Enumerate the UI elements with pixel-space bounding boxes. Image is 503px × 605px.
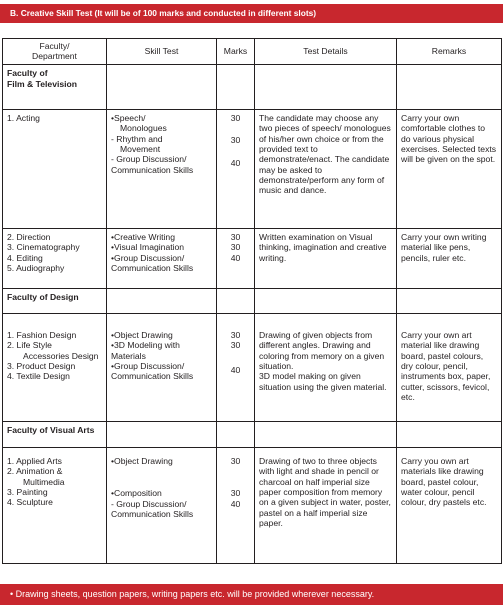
skill-item-cont: Communication Skills <box>111 508 194 519</box>
skill-item: • Group Discussion/ <box>111 361 212 371</box>
dept-acting: 1. Acting <box>7 113 40 123</box>
marks-value: 30 <box>230 113 241 123</box>
skill-item-cont: Communication Skills <box>111 262 194 273</box>
empty-cell <box>217 65 255 110</box>
col-header-marks: Marks <box>217 39 255 65</box>
skill-item: • Group Discussion/ <box>111 253 212 263</box>
skill-item: • Composition <box>111 488 212 498</box>
marks-cell-visual-arts <box>217 448 255 564</box>
remarks-cell-visual-arts: Carry you own art materials like drawing board, pastel colour, water colour, pencil colour, dry pastels etc. <box>397 448 502 564</box>
dept-item-cont: Multimedia <box>23 476 65 487</box>
col-header-remarks: Remarks <box>397 39 502 65</box>
footer-note: • Drawing sheets, question papers, writing papers etc. will be provided wherever necessary. <box>0 584 503 605</box>
section-label-film-line2: Film & Television <box>7 79 78 90</box>
dept-cell-design <box>3 314 107 422</box>
marks-value: 40 <box>230 252 241 263</box>
dept-item: 2. Animation & <box>7 466 63 477</box>
marks-value: 30 <box>230 456 241 466</box>
dept-item-cont: Accessories Design <box>23 350 99 361</box>
marks-value: 40 <box>230 498 241 509</box>
dept-cell-acting <box>3 110 107 229</box>
col-header-skill-test: Skill Test <box>107 39 217 65</box>
dept-item: 3. Painting <box>7 486 48 497</box>
dept-item: 4. Textile Design <box>7 371 70 382</box>
marks-cell-direction <box>217 229 255 289</box>
marks-value: 40 <box>230 157 241 168</box>
dept-item: 2. Direction <box>7 232 51 242</box>
skill-item-cont: Materials <box>111 350 146 361</box>
section-banner: B. Creative Skill Test (It will be of 100 marks and conducted in different slots) <box>0 4 503 23</box>
empty-cell <box>107 422 217 448</box>
marks-value: 30 <box>230 135 241 146</box>
remarks-cell-acting: Carry your own comfortable clothes to do various physical exercises. Selected texts will be given on the spot. <box>397 110 502 229</box>
dept-item: 5. Audiography <box>7 262 65 273</box>
details-text: 3D model making on given situation using the given material. <box>259 371 387 392</box>
empty-cell <box>255 422 397 448</box>
empty-cell <box>255 289 397 314</box>
dept-item: 4. Editing <box>7 252 43 263</box>
skill-cell-visual-arts <box>107 448 217 564</box>
details-cell-visual-arts: Drawing of two to three objects with light and shade in pencil or charcoal on half imperial size paper composition from memory on a given subject in water, poster, pastel on a half imperial size paper. <box>255 448 397 564</box>
marks-value: 30 <box>230 488 241 499</box>
empty-cell <box>107 65 217 110</box>
marks-value: 30 <box>230 242 241 253</box>
dept-cell-visual-arts <box>3 448 107 564</box>
dept-item: 3. Cinematography <box>7 242 80 253</box>
marks-cell-acting <box>217 110 255 229</box>
dept-item: 3. Product Design <box>7 360 76 371</box>
skill-item: • Creative Writing <box>111 232 212 242</box>
empty-cell <box>255 65 397 110</box>
creative-skill-test-table <box>2 38 502 564</box>
empty-cell <box>107 289 217 314</box>
col-header-faculty <box>3 39 107 65</box>
table-row-visual-arts <box>3 448 502 564</box>
skill-item-cont: Movement <box>120 143 161 154</box>
skill-cell-acting <box>107 110 217 229</box>
skill-item: • Visual Imagination <box>111 242 212 252</box>
table-row-design <box>3 314 502 422</box>
skill-item-cont: Monologues <box>120 123 167 134</box>
skill-cell-direction <box>107 229 217 289</box>
empty-cell <box>397 422 502 448</box>
skill-item: • Speech/ <box>111 113 212 123</box>
section-label-visual-arts: Faculty of Visual Arts <box>3 422 107 448</box>
remarks-cell-design: Carry your own art material like drawing board, pastel colours, dry colour, pencil, instruments box, paper, cutter, scissors, fevicol, etc. <box>397 314 502 422</box>
dept-item: 4. Sculpture <box>7 497 53 508</box>
skill-item: - Group Discussion/ <box>111 154 212 164</box>
empty-cell <box>217 422 255 448</box>
skill-item-cont: Communication Skills <box>111 371 194 382</box>
section-row-visual-arts <box>3 422 502 448</box>
skill-cell-design <box>107 314 217 422</box>
marks-cell-design <box>217 314 255 422</box>
skill-item: • Object Drawing <box>111 330 212 340</box>
empty-cell <box>397 289 502 314</box>
dept-item: 2. Life Style <box>7 340 52 351</box>
details-cell-direction: Written examination on Visual thinking, imagination and creative writing. <box>255 229 397 289</box>
empty-cell <box>217 289 255 314</box>
col-header-test-details: Test Details <box>255 39 397 65</box>
marks-value: 40 <box>230 364 241 375</box>
header-row <box>3 39 502 65</box>
skill-item: - Rhythm and <box>111 134 212 144</box>
empty-cell <box>397 65 502 110</box>
marks-value: 30 <box>230 232 241 242</box>
marks-value: 30 <box>230 330 241 340</box>
marks-value: 30 <box>230 340 241 351</box>
remarks-cell-direction: Carry your own writing material like pens, pencils, ruler etc. <box>397 229 502 289</box>
section-row-design <box>3 289 502 314</box>
details-text: Drawing of given objects from different angles. Drawing and coloring from memory on a given situation. <box>259 330 385 371</box>
table-row-acting <box>3 110 502 229</box>
section-label-design: Faculty of Design <box>3 289 107 314</box>
skill-item: - Group Discussion/ <box>111 499 212 509</box>
skill-item: • Object Drawing <box>111 456 212 466</box>
section-label-film-line1: Faculty of <box>7 68 48 78</box>
table-row-direction <box>3 229 502 289</box>
skill-item: • 3D Modeling with <box>111 340 212 350</box>
section-row-film-television <box>3 65 502 110</box>
col-header-faculty-line2: Department <box>32 50 77 61</box>
skill-item-cont: Communication Skills <box>111 164 194 175</box>
dept-item: 1. Applied Arts <box>7 456 62 466</box>
details-cell-acting: The candidate may choose any two pieces of speech/ monologues of his/her own choice or from the provided text to demonstrate/enact. The candidate may be asked to demonstrate/perform any form of music and dance. <box>255 110 397 229</box>
dept-item: 1. Fashion Design <box>7 330 77 340</box>
section-label-film-television <box>3 65 107 110</box>
dept-cell-direction <box>3 229 107 289</box>
col-header-faculty-line1: Faculty/ <box>39 40 70 51</box>
details-cell-design <box>255 314 397 422</box>
